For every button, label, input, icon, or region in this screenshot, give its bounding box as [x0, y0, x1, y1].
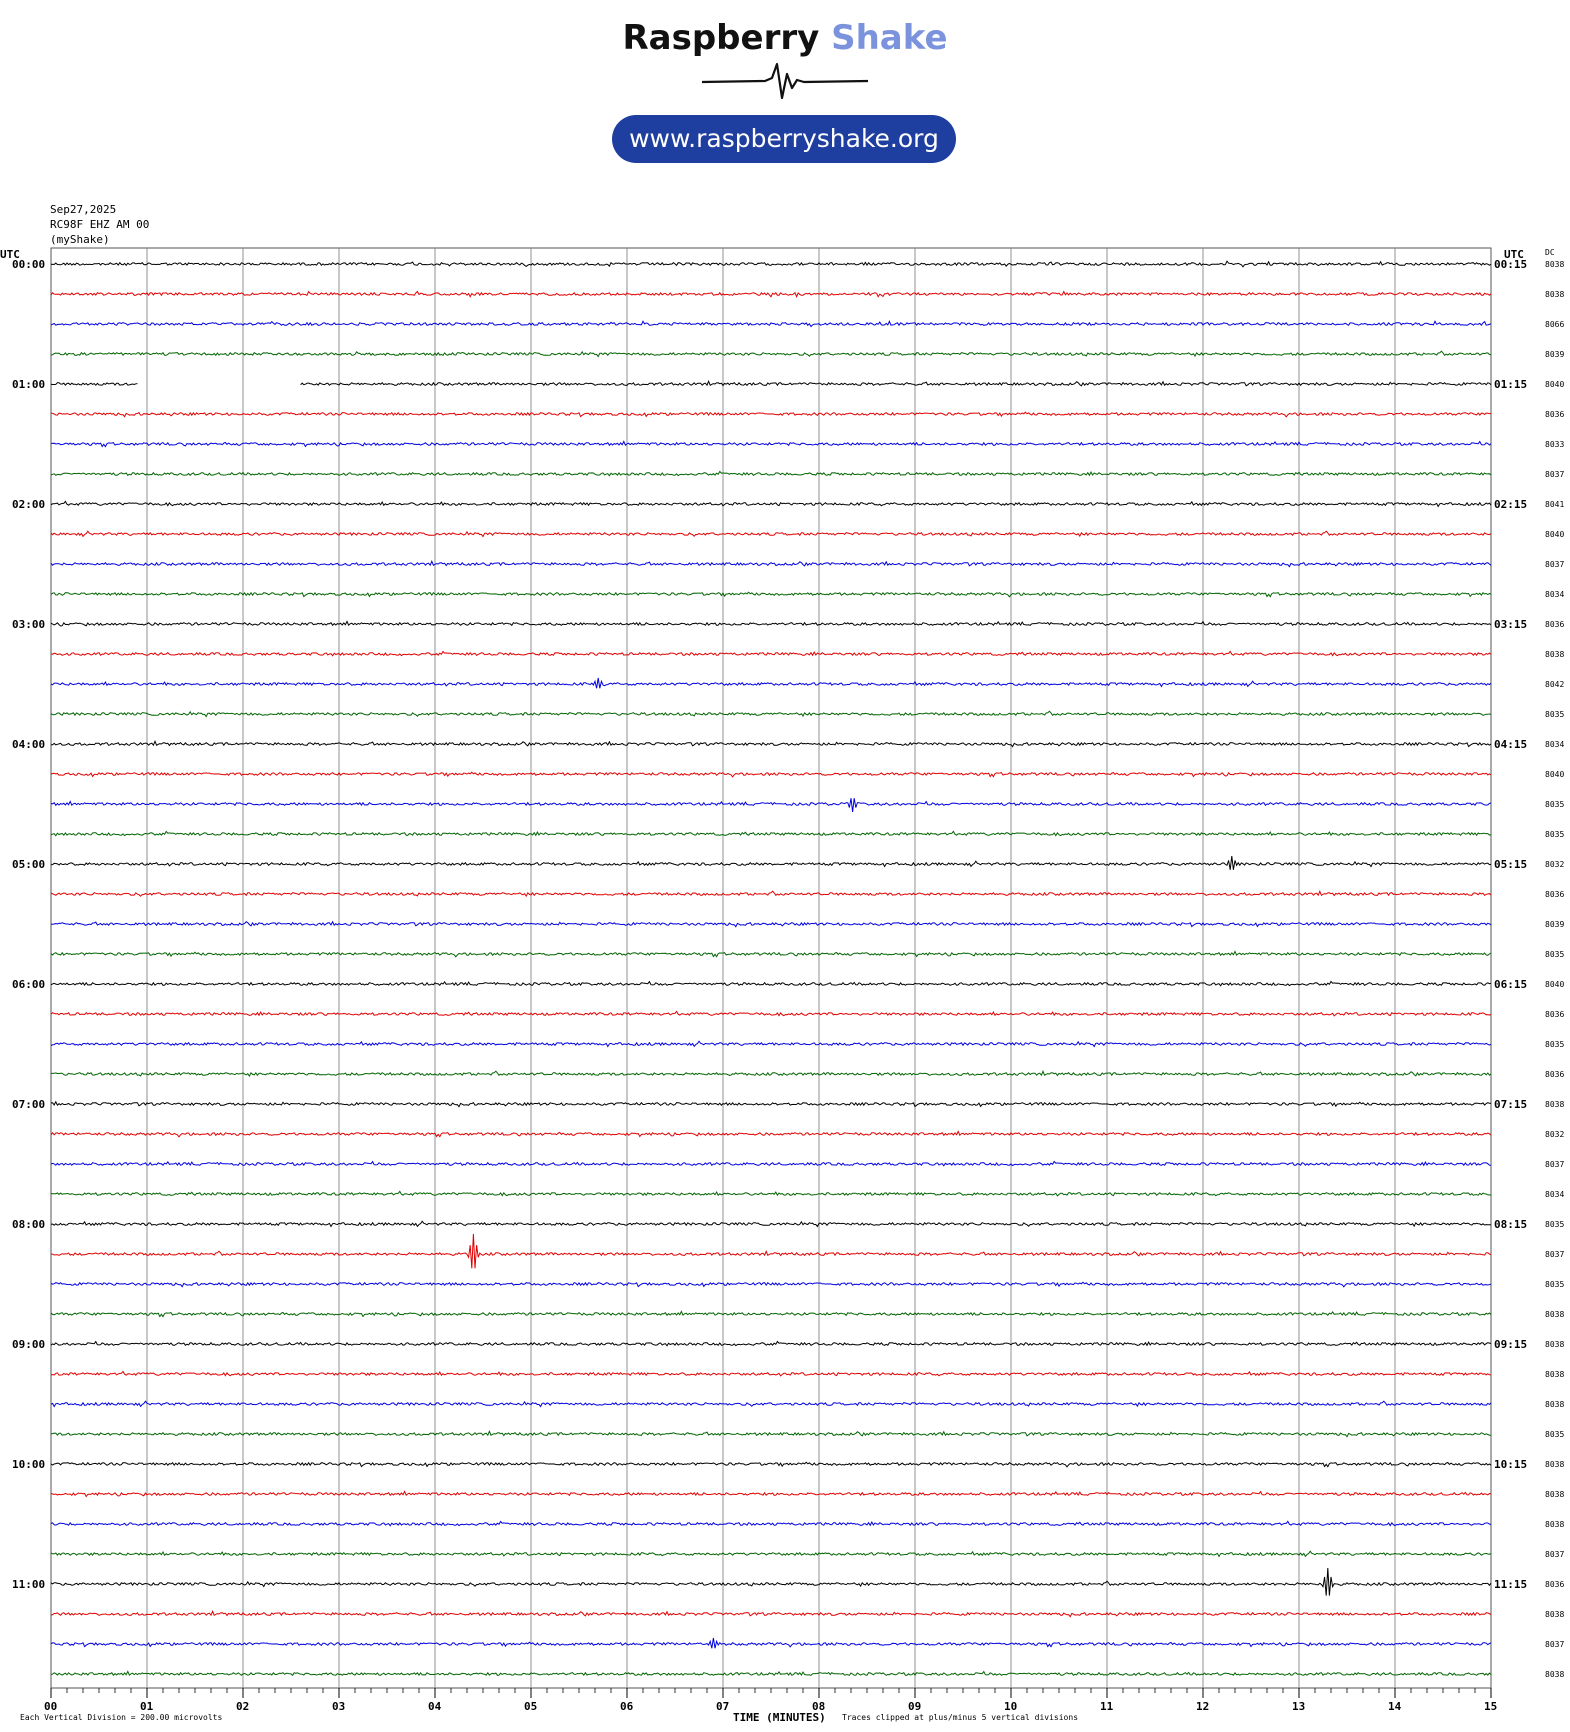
x-tick-label: 10 — [1004, 1700, 1018, 1713]
trace-row — [51, 412, 1491, 417]
x-tick-label: 12 — [1196, 1700, 1210, 1713]
trace-row — [51, 1551, 1491, 1556]
right-axis-title: UTC — [1504, 248, 1524, 261]
dc-value: 8035 — [1545, 710, 1565, 719]
hour-label-right: 02:15 — [1494, 498, 1528, 511]
trace-row — [51, 1638, 1491, 1648]
trace-row — [51, 772, 1491, 777]
trace-row — [51, 1041, 1491, 1046]
website-url: www.raspberryshake.org — [629, 124, 939, 153]
hour-label-left: 05:00 — [12, 858, 46, 871]
hour-label-left: 09:00 — [12, 1338, 46, 1351]
hour-label-left: 11:00 — [12, 1578, 46, 1591]
x-tick-label: 04 — [428, 1700, 442, 1713]
hour-label-right: 01:15 — [1494, 378, 1528, 391]
hour-label-left: 03:00 — [12, 618, 46, 631]
trace-row — [51, 592, 1491, 597]
dc-value: 8035 — [1545, 1220, 1565, 1229]
hour-label-left: 00:00 — [12, 258, 46, 271]
trace-row — [51, 1071, 1491, 1076]
x-tick-label: 14 — [1388, 1700, 1402, 1713]
dc-value: 8066 — [1545, 320, 1565, 329]
dc-value: 8039 — [1545, 350, 1565, 359]
hour-label-right: 10:15 — [1494, 1458, 1528, 1471]
dc-value: 8037 — [1545, 1640, 1565, 1649]
dc-value: 8035 — [1545, 1280, 1565, 1289]
brand-main: Raspberry — [622, 18, 820, 58]
hour-label-right: 07:15 — [1494, 1098, 1528, 1111]
trace-row — [51, 292, 1491, 297]
dc-value: 8035 — [1545, 830, 1565, 839]
trace-row — [51, 831, 1491, 835]
trace-row — [51, 891, 1491, 896]
trace-row — [51, 1342, 1491, 1346]
hour-label-left: 04:00 — [12, 738, 46, 751]
trace-row — [51, 1011, 1491, 1016]
trace-row — [51, 501, 1491, 506]
dc-value: 8038 — [1545, 260, 1565, 269]
left-axis-title: UTC — [0, 248, 20, 261]
dc-value: 8038 — [1545, 1400, 1565, 1409]
dc-value: 8038 — [1545, 1100, 1565, 1109]
hour-label-left: 06:00 — [12, 978, 46, 991]
trace-row — [51, 1234, 1491, 1268]
hour-label-right: 06:15 — [1494, 978, 1528, 991]
hour-label-right: 03:15 — [1494, 618, 1528, 631]
trace-row — [51, 1282, 1491, 1287]
dc-value: 8038 — [1545, 650, 1565, 659]
trace-row — [51, 1131, 1491, 1136]
trace-row — [51, 621, 1491, 626]
hour-label-left: 08:00 — [12, 1218, 46, 1231]
dc-value: 8037 — [1545, 1550, 1565, 1559]
dc-value: 8035 — [1545, 1430, 1565, 1439]
trace-row — [51, 561, 1491, 566]
trace-row — [51, 1431, 1491, 1436]
dc-value: 8034 — [1545, 1190, 1565, 1199]
hour-label-right: 11:15 — [1494, 1578, 1528, 1591]
dc-value: 8038 — [1545, 290, 1565, 299]
dc-value: 8038 — [1545, 1310, 1565, 1319]
trace-row — [51, 1568, 1491, 1596]
trace-row — [51, 678, 1491, 688]
dc-value: 8038 — [1545, 1670, 1565, 1679]
trace-row — [51, 856, 1491, 870]
dc-value: 8038 — [1545, 1340, 1565, 1349]
dc-value: 8036 — [1545, 410, 1565, 419]
trace-row — [51, 1371, 1491, 1376]
hour-label-right: 04:15 — [1494, 738, 1528, 751]
trace-row — [51, 441, 1491, 446]
trace-row — [51, 531, 1491, 536]
x-tick-label: 02 — [236, 1700, 250, 1713]
trace-row — [51, 351, 1491, 356]
trace-row — [51, 1462, 1491, 1467]
dc-value: 8039 — [1545, 920, 1565, 929]
x-axis-label: TIME (MINUTES) — [733, 1711, 826, 1724]
dc-value: 8033 — [1545, 440, 1565, 449]
trace-row — [51, 982, 1491, 986]
dc-value: 8038 — [1545, 1520, 1565, 1529]
trace-row — [51, 1671, 1491, 1675]
dc-value: 8036 — [1545, 890, 1565, 899]
x-tick-label: 08 — [812, 1700, 826, 1713]
trace-row — [51, 1311, 1491, 1316]
clipping-note: Traces clipped at plus/minus 5 vertical divisions — [842, 1713, 1079, 1722]
dc-value: 8036 — [1545, 620, 1565, 629]
x-tick-label: 00 — [44, 1700, 58, 1713]
hour-label-left: 07:00 — [12, 1098, 46, 1111]
dc-value: 8037 — [1545, 560, 1565, 569]
dc-value: 8035 — [1545, 800, 1565, 809]
hour-label-left: 02:00 — [12, 498, 46, 511]
trace-row — [51, 261, 1491, 267]
trace-row — [51, 951, 1491, 956]
dc-value: 8040 — [1545, 380, 1565, 389]
hour-label-right: 00:15 — [1494, 258, 1528, 271]
dc-value: 8041 — [1545, 500, 1565, 509]
x-tick-label: 01 — [140, 1700, 154, 1713]
dc-value: 8038 — [1545, 1460, 1565, 1469]
trace-row — [51, 741, 1491, 746]
dc-value: 8040 — [1545, 980, 1565, 989]
trace-row — [51, 381, 1491, 386]
dc-value: 8036 — [1545, 1010, 1565, 1019]
dc-value: 8038 — [1545, 1370, 1565, 1379]
station-date: Sep27,2025 — [50, 203, 117, 216]
trace-row — [51, 1191, 1491, 1196]
trace-row — [51, 1611, 1491, 1616]
x-tick-label: 03 — [332, 1700, 346, 1713]
trace-row — [51, 1102, 1491, 1107]
trace-row — [51, 472, 1491, 476]
dc-value: 8035 — [1545, 1040, 1565, 1049]
hour-label-left: 01:00 — [12, 378, 46, 391]
dc-value: 8036 — [1545, 1070, 1565, 1079]
trace-row — [51, 1521, 1491, 1525]
trace-row — [51, 1491, 1491, 1496]
station-network: (myShake) — [50, 233, 110, 246]
x-tick-label: 11 — [1100, 1700, 1114, 1713]
dc-value: 8037 — [1545, 1160, 1565, 1169]
vertical-division-note: Each Vertical Division = 200.00 microvolts — [20, 1713, 223, 1722]
trace-row — [51, 922, 1491, 927]
trace-row — [51, 1401, 1491, 1406]
x-tick-label: 05 — [524, 1700, 538, 1713]
hour-label-left: 10:00 — [12, 1458, 46, 1471]
dc-value: 8034 — [1545, 590, 1565, 599]
trace-row — [51, 798, 1491, 812]
dc-value: 8037 — [1545, 1250, 1565, 1259]
trace-row — [51, 1221, 1491, 1226]
dc-label: DC — [1545, 248, 1555, 257]
x-tick-label: 07 — [716, 1700, 730, 1713]
dc-value: 8036 — [1545, 1580, 1565, 1589]
station-channel: RC98F EHZ AM 00 — [50, 218, 150, 231]
trace-row — [51, 1162, 1491, 1166]
x-tick-label: 15 — [1484, 1700, 1498, 1713]
dc-value: 8032 — [1545, 860, 1565, 869]
dc-value: 8034 — [1545, 740, 1565, 749]
dc-value: 8035 — [1545, 950, 1565, 959]
dc-value: 8037 — [1545, 470, 1565, 479]
dc-value: 8042 — [1545, 680, 1565, 689]
hour-label-right: 08:15 — [1494, 1218, 1528, 1231]
dc-value: 8038 — [1545, 1490, 1565, 1499]
hour-label-right: 09:15 — [1494, 1338, 1528, 1351]
trace-row — [51, 711, 1491, 716]
dc-value: 8038 — [1545, 1610, 1565, 1619]
dc-value: 8040 — [1545, 770, 1565, 779]
hour-label-right: 05:15 — [1494, 858, 1528, 871]
trace-row — [51, 321, 1491, 326]
dc-value: 8032 — [1545, 1130, 1565, 1139]
brand-accent: Shake — [831, 18, 948, 58]
x-tick-label: 09 — [908, 1700, 922, 1713]
dc-value: 8040 — [1545, 530, 1565, 539]
x-tick-label: 06 — [620, 1700, 634, 1713]
x-tick-label: 13 — [1292, 1700, 1306, 1713]
trace-row — [51, 651, 1491, 655]
plot-frame — [51, 248, 1491, 1688]
